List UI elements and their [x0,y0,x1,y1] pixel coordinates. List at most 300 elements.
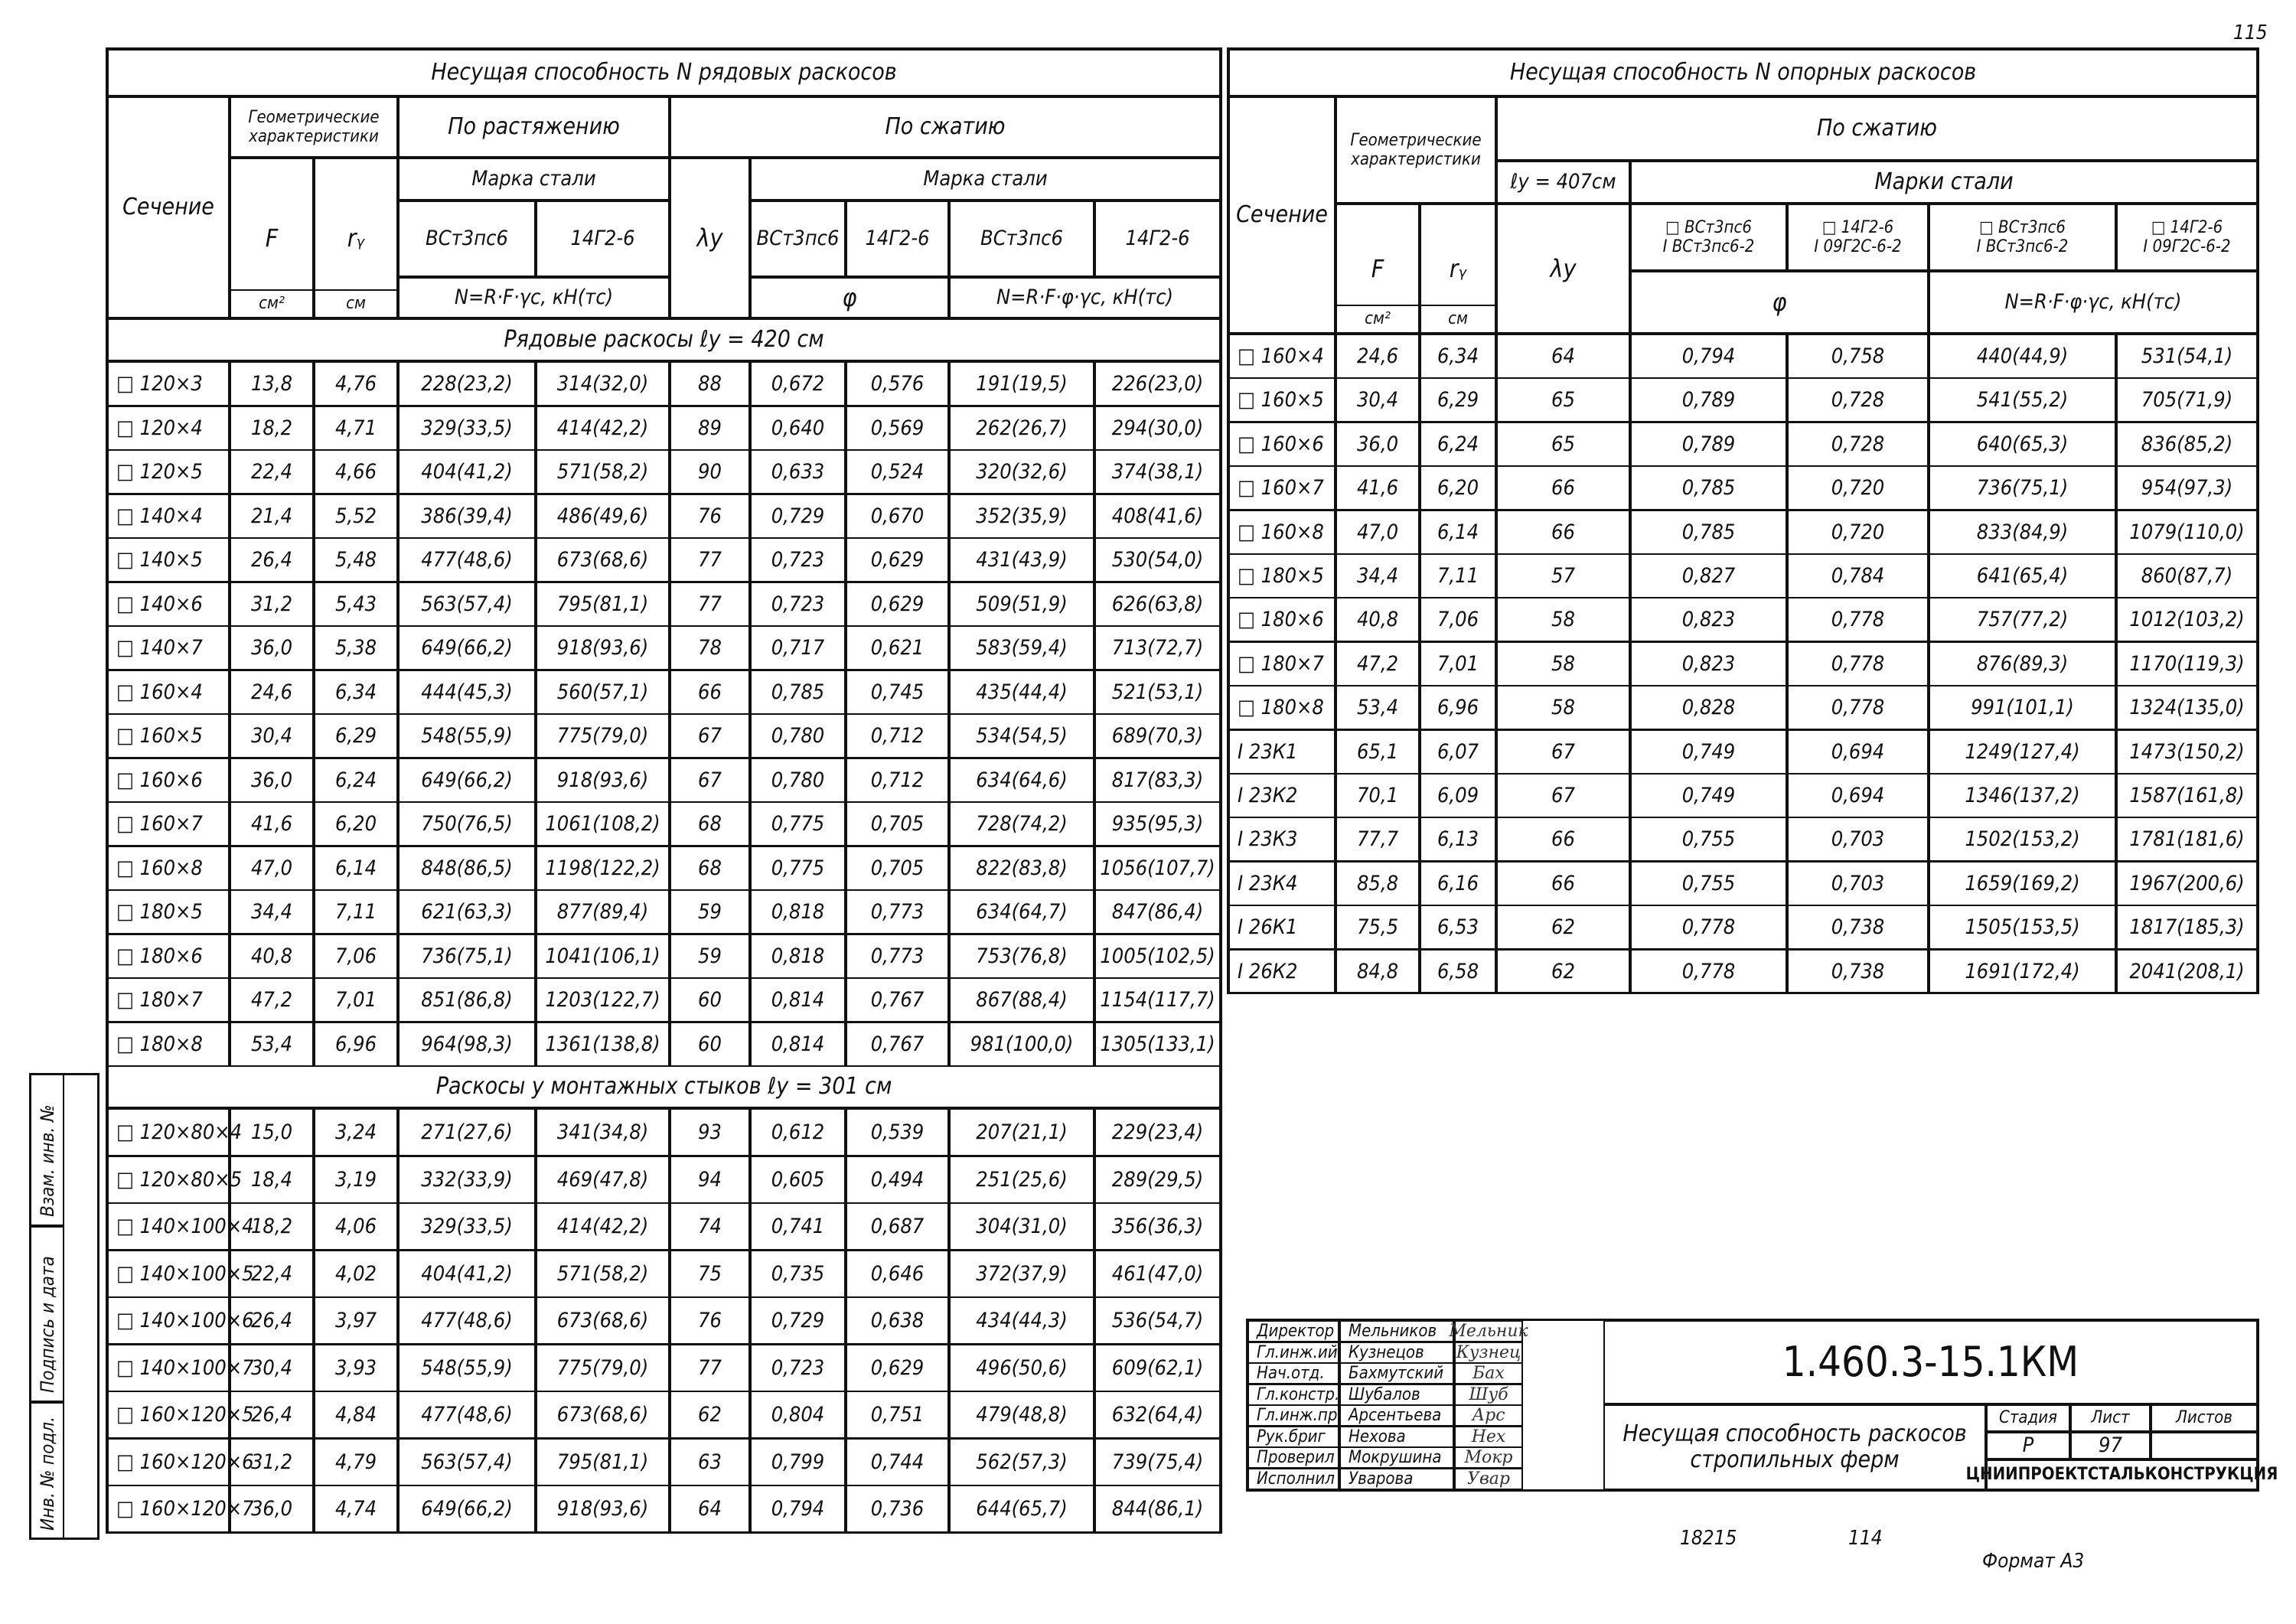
left-row8-tension-vst: 444(45,3) [398,670,536,715]
right-row1-F: 24,6 [1336,334,1420,379]
right-row10-phi-1: 0,749 [1630,729,1787,774]
right-row9-phi-2: 0,778 [1787,685,1929,730]
left-row3-tension-vst: 404(41,2) [398,449,536,494]
left-row12-n-vst: 822(83,8) [949,846,1094,891]
stamp-name-1: Мельников [1339,1320,1454,1342]
left-joint-row2-section: □ 120×80×5 [107,1156,230,1204]
right-row5-ry: 6,14 [1420,510,1496,555]
right-row8-n-1: 876(89,3) [1929,641,2116,686]
left-row2-phi-14g2: 0,569 [846,406,949,451]
stamp-role-4: Гл.констр. [1247,1384,1339,1406]
right-row11-n-1: 1346(137,2) [1929,773,2116,818]
left-joint-row8-n-vst: 562(57,3) [949,1438,1094,1486]
left-row8-lambda: 66 [670,670,750,715]
right-row9-section: □ 180×8 [1228,685,1336,730]
right-row12-section: I 23К3 [1228,817,1336,862]
left-row3-section: □ 120×5 [107,449,230,494]
left-joint-row3-tension-vst: 329(33,5) [398,1202,536,1251]
left-joint-row2-ry: 3,19 [314,1156,398,1204]
right-header-phi: φ [1630,271,1929,334]
left-row7-lambda: 78 [670,625,750,670]
stamp-name-4: Шубалов [1339,1384,1454,1406]
left-row16-n-vst: 981(100,0) [949,1022,1094,1067]
left-row10-ry: 6,24 [314,758,398,803]
left-row10-tension-14g2: 918(93,6) [536,758,670,803]
left-header-tension: По растяжению [398,96,670,158]
right-header-steel2: □ 14Г2-6 I 09Г2С-6-2 [1787,204,1929,271]
left-header-steel-c: Марка стали [750,158,1221,201]
left-row12-phi-vst: 0,775 [750,846,846,891]
left-row14-tension-14g2: 1041(106,1) [536,934,670,979]
left-row13-section: □ 180×5 [107,889,230,934]
left-joint-row1-n-14g2: 229(23,4) [1094,1108,1221,1156]
left-row4-tension-vst: 386(39,4) [398,494,536,539]
stamp-sheet-number: 97 [2070,1432,2151,1459]
left-joint-row1-lambda: 93 [670,1108,750,1156]
left-joint-row8-lambda: 63 [670,1438,750,1486]
right-row7-section: □ 180×6 [1228,597,1336,642]
left-row12-lambda: 68 [670,846,750,891]
left-row8-section: □ 160×4 [107,670,230,715]
left-joint-row5-n-14g2: 536(54,7) [1094,1296,1221,1345]
left-header-vst-c: ВСт3пс6 [750,201,846,277]
left-joint-row3-n-vst: 304(31,0) [949,1202,1094,1251]
right-row3-phi-1: 0,789 [1630,422,1787,467]
left-row3-phi-14g2: 0,524 [846,449,949,494]
right-row11-phi-1: 0,749 [1630,773,1787,818]
left-row8-n-14g2: 521(53,1) [1094,670,1221,715]
left-row2-lambda: 89 [670,406,750,451]
left-joint-row2-phi-14g2: 0,494 [846,1156,949,1204]
margin-label-signature: Подпись и дата [37,1256,58,1393]
stamp-name-2: Кузнецов [1339,1342,1454,1364]
right-row8-n-2: 1170(119,3) [2116,641,2258,686]
left-joint-row7-tension-vst: 477(48,6) [398,1391,536,1439]
left-joint-row3-ry: 4,06 [314,1202,398,1251]
left-row4-tension-14g2: 486(49,6) [536,494,670,539]
stamp-signature-6: Нех [1454,1426,1523,1448]
stamp-role-6: Рук.бриг [1247,1426,1339,1448]
stamp-signature-1: Мельник [1454,1320,1523,1342]
left-table-border [106,47,1222,1534]
right-row8-ry: 7,01 [1420,641,1496,686]
right-row12-n-2: 1781(181,6) [2116,817,2258,862]
left-row14-phi-vst: 0,818 [750,934,846,979]
right-row5-phi-2: 0,720 [1787,510,1929,555]
stamp-organization: ЦНИИПРОЕКТСТАЛЬКОНСТРУКЦИЯ [1986,1459,2258,1490]
left-row9-section: □ 160×5 [107,713,230,758]
left-row10-F: 36,0 [230,758,314,803]
right-row4-ry: 6,20 [1420,465,1496,510]
right-row2-phi-2: 0,728 [1787,377,1929,422]
left-row1-tension-14g2: 314(32,0) [536,361,670,406]
left-joint-row9-tension-14g2: 918(93,6) [536,1485,670,1533]
right-row15-n-2: 2041(208,1) [2116,949,2258,994]
left-row9-phi-14g2: 0,712 [846,713,949,758]
right-row5-F: 47,0 [1336,510,1420,555]
left-row13-ry: 7,11 [314,889,398,934]
right-row9-n-2: 1324(135,0) [2116,685,2258,730]
left-header-steel-t: Марка стали [398,158,670,201]
left-row12-tension-vst: 848(86,5) [398,846,536,891]
left-joint-row5-tension-14g2: 673(68,6) [536,1296,670,1345]
stamp-stage: Р [1986,1432,2070,1459]
left-row6-phi-14g2: 0,629 [846,582,949,627]
margin-label-original: Инв. № подл. [37,1417,58,1531]
left-header-lambda: λу [670,158,750,318]
left-row13-lambda: 59 [670,889,750,934]
left-row6-section: □ 140×6 [107,582,230,627]
left-row11-ry: 6,20 [314,801,398,846]
left-row15-n-14g2: 1154(117,7) [1094,977,1221,1022]
stamp-role-5: Гл.инж.пр. [1247,1404,1339,1427]
left-row12-section: □ 160×8 [107,846,230,891]
right-row4-n-1: 736(75,1) [1929,465,2116,510]
right-header-ry: rᵧ [1420,204,1496,334]
right-row4-phi-2: 0,720 [1787,465,1929,510]
left-row1-section: □ 120×3 [107,361,230,406]
left-row9-n-14g2: 689(70,3) [1094,713,1221,758]
left-row9-n-vst: 534(54,5) [949,713,1094,758]
left-joint-row5-phi-vst: 0,729 [750,1296,846,1345]
left-joint-row8-tension-vst: 563(57,4) [398,1438,536,1486]
left-joint-row7-n-14g2: 632(64,4) [1094,1391,1221,1439]
left-header-phi: φ [750,277,949,318]
right-row13-ry: 6,16 [1420,861,1496,906]
right-row10-section: I 23К1 [1228,729,1336,774]
left-joint-row9-n-vst: 644(65,7) [949,1485,1094,1533]
left-row8-n-vst: 435(44,4) [949,670,1094,715]
left-joint-row3-section: □ 140×100×4 [107,1202,230,1251]
left-row4-section: □ 140×4 [107,494,230,539]
bottom-format: Формат А3 [1982,1550,2085,1573]
right-row13-F: 85,8 [1336,861,1420,906]
right-row1-phi-2: 0,758 [1787,334,1929,379]
stamp-name-8: Уварова [1339,1468,1454,1490]
left-row13-F: 34,4 [230,889,314,934]
left-row9-ry: 6,29 [314,713,398,758]
right-row7-ry: 7,06 [1420,597,1496,642]
left-joint-row6-phi-vst: 0,723 [750,1344,846,1392]
left-row3-lambda: 90 [670,449,750,494]
right-row1-n-2: 531(54,1) [2116,334,2258,379]
left-row4-phi-vst: 0,729 [750,494,846,539]
left-row3-n-14g2: 374(38,1) [1094,449,1221,494]
left-joint-row2-tension-vst: 332(33,9) [398,1156,536,1204]
left-row13-n-vst: 634(64,7) [949,889,1094,934]
left-row7-section: □ 140×7 [107,625,230,670]
right-row7-phi-1: 0,823 [1630,597,1787,642]
right-row8-lambda: 58 [1496,641,1630,686]
stamp-signature-8: Увар [1454,1468,1523,1490]
left-row15-tension-vst: 851(86,8) [398,977,536,1022]
left-header-vst-c2: ВСт3пс6 [949,201,1094,277]
left-joint-row7-lambda: 62 [670,1391,750,1439]
left-row1-phi-14g2: 0,576 [846,361,949,406]
stamp-name-5: Арсентьева [1339,1404,1454,1427]
right-row12-phi-2: 0,703 [1787,817,1929,862]
right-row1-ry: 6,34 [1420,334,1496,379]
left-joint-row4-ry: 4,02 [314,1250,398,1298]
right-row15-section: I 26К2 [1228,949,1336,994]
left-joint-row4-tension-vst: 404(41,2) [398,1250,536,1298]
right-row10-ry: 6,07 [1420,729,1496,774]
left-joint-row1-section: □ 120×80×4 [107,1108,230,1156]
left-row7-n-14g2: 713(72,7) [1094,625,1221,670]
left-row12-F: 47,0 [230,846,314,891]
right-row6-n-2: 860(87,7) [2116,553,2258,598]
left-row15-phi-vst: 0,814 [750,977,846,1022]
left-joint-row6-n-14g2: 609(62,1) [1094,1344,1221,1392]
right-row9-n-1: 991(101,1) [1929,685,2116,730]
right-row8-section: □ 180×7 [1228,641,1336,686]
left-joint-row7-F: 26,4 [230,1391,314,1439]
left-row11-phi-14g2: 0,705 [846,801,949,846]
left-joint-row1-tension-vst: 271(27,6) [398,1108,536,1156]
left-row11-n-14g2: 935(95,3) [1094,801,1221,846]
right-row14-n-1: 1505(153,5) [1929,905,2116,950]
left-row12-ry: 6,14 [314,846,398,891]
right-row8-phi-1: 0,823 [1630,641,1787,686]
stamp-name-3: Бахмутский [1339,1362,1454,1384]
left-row1-tension-vst: 228(23,2) [398,361,536,406]
right-row11-lambda: 67 [1496,773,1630,818]
left-joint-row9-tension-vst: 649(66,2) [398,1485,536,1533]
right-row11-F: 70,1 [1336,773,1420,818]
left-row7-phi-vst: 0,717 [750,625,846,670]
right-table-border [1227,47,2259,994]
left-row7-F: 36,0 [230,625,314,670]
right-row1-n-1: 440(44,9) [1929,334,2116,379]
left-row13-n-14g2: 847(86,4) [1094,889,1221,934]
right-row5-section: □ 160×8 [1228,510,1336,555]
right-row2-ry: 6,29 [1420,377,1496,422]
left-row7-tension-14g2: 918(93,6) [536,625,670,670]
left-joint-row3-phi-14g2: 0,687 [846,1202,949,1251]
left-row7-tension-vst: 649(66,2) [398,625,536,670]
left-joint-row2-F: 18,4 [230,1156,314,1204]
left-joint-row2-tension-14g2: 469(47,8) [536,1156,670,1204]
left-row11-tension-14g2: 1061(108,2) [536,801,670,846]
left-group-regular: Рядовые раскосы ℓу = 420 см [107,318,1221,361]
right-row9-F: 53,4 [1336,685,1420,730]
right-row13-phi-2: 0,703 [1787,861,1929,906]
right-header-unit-cm: см [1420,305,1496,334]
right-row6-phi-1: 0,827 [1630,553,1787,598]
stamp-role-3: Нач.отд. [1247,1362,1339,1384]
left-row1-F: 13,8 [230,361,314,406]
left-joint-row8-ry: 4,79 [314,1438,398,1486]
left-joint-row8-phi-14g2: 0,744 [846,1438,949,1486]
left-row2-ry: 4,71 [314,406,398,451]
right-row4-n-2: 954(97,3) [2116,465,2258,510]
left-row1-lambda: 88 [670,361,750,406]
left-joint-row6-F: 30,4 [230,1344,314,1392]
left-row13-tension-vst: 621(63,3) [398,889,536,934]
stamp-signature-3: Бах [1454,1362,1523,1384]
left-row5-n-vst: 431(43,9) [949,537,1094,582]
left-header-unit-cm: см [314,289,398,318]
right-row12-F: 77,7 [1336,817,1420,862]
stamp-name-6: Нехова [1339,1426,1454,1448]
left-joint-row4-section: □ 140×100×5 [107,1250,230,1298]
left-joint-row7-ry: 4,84 [314,1391,398,1439]
left-row2-n-vst: 262(26,7) [949,406,1094,451]
right-row14-ry: 6,53 [1420,905,1496,950]
left-table-title: Несущая способность N рядовых раскосов [107,49,1221,96]
right-row2-phi-1: 0,789 [1630,377,1787,422]
right-row8-phi-2: 0,778 [1787,641,1929,686]
right-row15-phi-1: 0,778 [1630,949,1787,994]
right-row10-phi-2: 0,694 [1787,729,1929,774]
left-joint-row9-phi-vst: 0,794 [750,1485,846,1533]
left-row2-tension-vst: 329(33,5) [398,406,536,451]
left-row6-phi-vst: 0,723 [750,582,846,627]
left-row15-lambda: 60 [670,977,750,1022]
left-joint-row9-n-14g2: 844(86,1) [1094,1485,1221,1533]
left-joint-row3-phi-vst: 0,741 [750,1202,846,1251]
stamp-signature-2: Кузнец [1454,1342,1523,1364]
right-row4-lambda: 66 [1496,465,1630,510]
right-header-lambda: λу [1496,204,1630,334]
left-row14-F: 40,8 [230,934,314,979]
stamp-role-2: Гл.инж.ий. [1247,1342,1339,1364]
left-joint-row6-tension-14g2: 775(79,0) [536,1344,670,1392]
left-row16-tension-vst: 964(98,3) [398,1022,536,1067]
right-row11-section: I 23К2 [1228,773,1336,818]
left-joint-row8-phi-vst: 0,799 [750,1438,846,1486]
left-header-14g2-t: 14Г2-6 [536,201,670,277]
right-row7-n-2: 1012(103,2) [2116,597,2258,642]
left-joint-row7-phi-14g2: 0,751 [846,1391,949,1439]
right-row11-phi-2: 0,694 [1787,773,1929,818]
left-row7-ry: 5,38 [314,625,398,670]
right-header-compression: По сжатию [1496,96,2258,161]
left-row10-lambda: 67 [670,758,750,803]
right-row2-section: □ 160×5 [1228,377,1336,422]
left-joint-row1-n-vst: 207(21,1) [949,1108,1094,1156]
right-table-title: Несущая способность N опорных раскосов [1228,49,2258,96]
left-header-vst-t: ВСт3пс6 [398,201,536,277]
left-row9-lambda: 67 [670,713,750,758]
left-joint-row4-n-vst: 372(37,9) [949,1250,1094,1298]
left-row9-phi-vst: 0,780 [750,713,846,758]
left-row5-ry: 5,48 [314,537,398,582]
right-row14-section: I 26К1 [1228,905,1336,950]
left-row16-section: □ 180×8 [107,1022,230,1067]
stamp-signature-7: Мокр [1454,1446,1523,1469]
right-row14-F: 75,5 [1336,905,1420,950]
left-row6-tension-14g2: 795(81,1) [536,582,670,627]
left-row10-phi-vst: 0,780 [750,758,846,803]
left-row7-phi-14g2: 0,621 [846,625,949,670]
left-joint-row1-phi-14g2: 0,539 [846,1108,949,1156]
right-row15-phi-2: 0,738 [1787,949,1929,994]
right-row3-lambda: 65 [1496,422,1630,467]
right-header-steel4: □ 14Г2-6 I 09Г2С-6-2 [2116,204,2258,271]
left-joint-row9-lambda: 64 [670,1485,750,1533]
left-joint-row1-ry: 3,24 [314,1108,398,1156]
right-row7-phi-2: 0,778 [1787,597,1929,642]
right-row6-lambda: 57 [1496,553,1630,598]
left-row6-lambda: 77 [670,582,750,627]
right-row3-section: □ 160×6 [1228,422,1336,467]
left-row15-F: 47,2 [230,977,314,1022]
left-joint-row6-n-vst: 496(50,6) [949,1344,1094,1392]
left-row11-section: □ 160×7 [107,801,230,846]
right-row7-lambda: 58 [1496,597,1630,642]
left-joint-row1-F: 15,0 [230,1108,314,1156]
left-joint-row8-tension-14g2: 795(81,1) [536,1438,670,1486]
left-row14-n-14g2: 1005(102,5) [1094,934,1221,979]
right-row1-phi-1: 0,794 [1630,334,1787,379]
left-row6-ry: 5,43 [314,582,398,627]
left-row4-lambda: 76 [670,494,750,539]
left-row16-lambda: 60 [670,1022,750,1067]
right-row3-ry: 6,24 [1420,422,1496,467]
right-header-steel: Марки стали [1630,161,2258,204]
right-row5-n-2: 1079(110,0) [2116,510,2258,555]
right-row2-lambda: 65 [1496,377,1630,422]
right-row14-phi-1: 0,778 [1630,905,1787,950]
left-row9-tension-14g2: 775(79,0) [536,713,670,758]
right-row4-section: □ 160×7 [1228,465,1336,510]
left-row8-ry: 6,34 [314,670,398,715]
right-row10-F: 65,1 [1336,729,1420,774]
left-row6-n-14g2: 626(63,8) [1094,582,1221,627]
right-row9-lambda: 58 [1496,685,1630,730]
left-joint-row8-section: □ 160×120×6 [107,1438,230,1486]
right-row3-n-1: 640(65,3) [1929,422,2116,467]
left-row5-tension-vst: 477(48,6) [398,537,536,582]
left-row14-n-vst: 753(76,8) [949,934,1094,979]
corner-sheet-number: 115 [2233,21,2268,44]
left-joint-row4-lambda: 75 [670,1250,750,1298]
left-row2-n-14g2: 294(30,0) [1094,406,1221,451]
left-row15-section: □ 180×7 [107,977,230,1022]
right-row11-ry: 6,09 [1420,773,1496,818]
left-row13-phi-vst: 0,818 [750,889,846,934]
left-joint-row4-phi-14g2: 0,646 [846,1250,949,1298]
left-header-section: Сечение [107,96,230,318]
left-joint-row5-lambda: 76 [670,1296,750,1345]
left-header-formula-c: N=R·F·φ·γс, кН(тс) [949,277,1221,318]
left-joint-row7-section: □ 160×120×5 [107,1391,230,1439]
left-header-unit-cm2: см² [230,289,314,318]
left-row4-n-14g2: 408(41,6) [1094,494,1221,539]
right-row3-n-2: 836(85,2) [2116,422,2258,467]
right-header-steel1: □ ВСт3пс6 I ВСт3пс6-2 [1630,204,1787,271]
left-row4-n-vst: 352(35,9) [949,494,1094,539]
stamp-role-1: Директор [1247,1320,1339,1342]
left-header-ry: rᵧ [314,158,398,318]
left-joint-row8-n-14g2: 739(75,4) [1094,1438,1221,1486]
stamp-sheets-header: Листов [2151,1404,2258,1432]
left-row9-F: 30,4 [230,713,314,758]
left-row5-lambda: 77 [670,537,750,582]
right-row12-phi-1: 0,755 [1630,817,1787,862]
left-joint-row4-F: 22,4 [230,1250,314,1298]
left-row8-F: 24,6 [230,670,314,715]
left-joint-row5-tension-vst: 477(48,6) [398,1296,536,1345]
left-joint-row5-section: □ 140×100×6 [107,1296,230,1345]
right-row14-lambda: 62 [1496,905,1630,950]
stamp-border [1246,1319,2259,1492]
left-joint-row3-lambda: 74 [670,1202,750,1251]
right-row14-n-2: 1817(185,3) [2116,905,2258,950]
left-row14-ry: 7,06 [314,934,398,979]
right-row3-phi-2: 0,728 [1787,422,1929,467]
